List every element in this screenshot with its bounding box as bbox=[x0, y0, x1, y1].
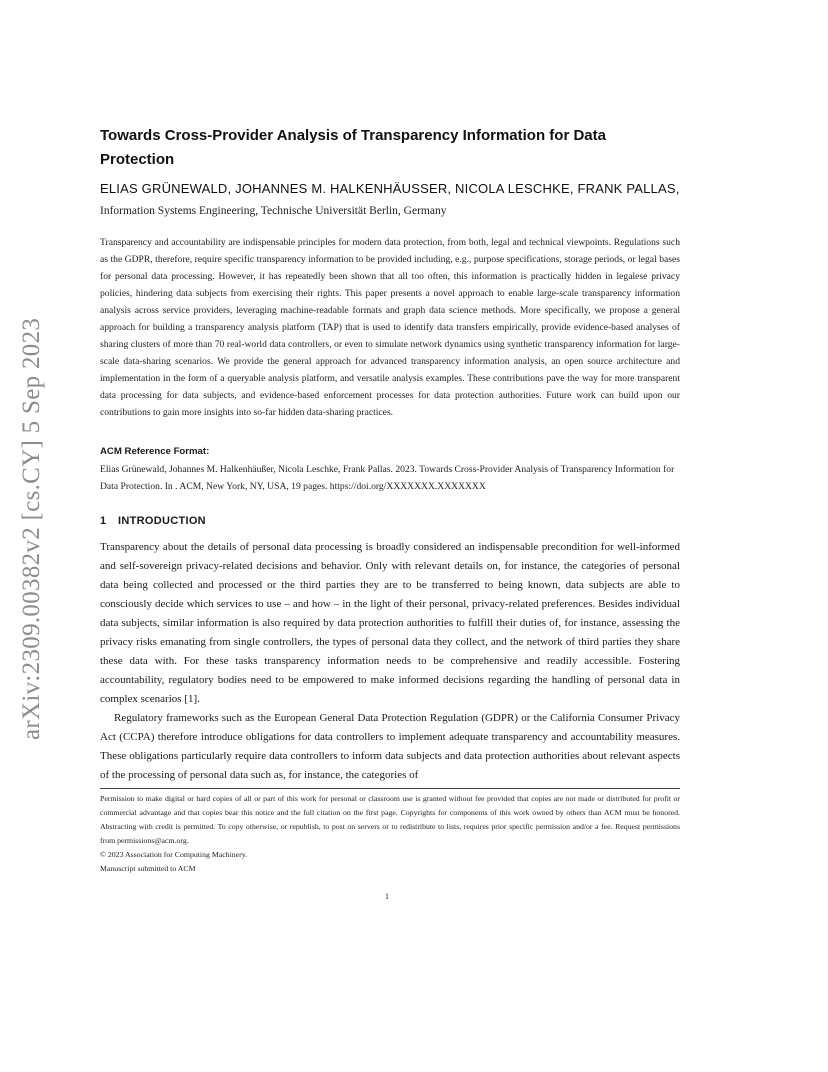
acm-reference-heading: ACM Reference Format: bbox=[100, 446, 210, 457]
permission-notice: Permission to make digital or hard copies of all or part of this work for personal or classroom use is granted without fee provided that copies are not made or distributed for profit or commercial advantage and that copies bear this notice and the full citation on the first page. Copyrights for components of this work owned by others than ACM must be honored. Abstracting with credit is permitted. To copy otherwise, or republish, to post on servers or to redistribute to lists, requires prior specific permission and/or a fee. Request permissions from permissions@acm.org. bbox=[100, 794, 680, 845]
acm-reference-text: Elias Grünewald, Johannes M. Halkenhäußer, Nicola Leschke, Frank Pallas. 2023. Towards Cross-Provider Analysis of Transparency Information for Data Protection. In . ACM, New York, NY, USA, 19 pages. https://doi.org/XXXXXXX.XXXXXXX bbox=[100, 464, 675, 492]
author-list: ELIAS GRÜNEWALD, JOHANNES M. HALKENHÄUSSER, NICOLA LESCHKE, FRANK PALLAS, bbox=[100, 181, 680, 196]
footnote-divider bbox=[100, 788, 680, 789]
body-paragraph: Regulatory frameworks such as the European General Data Protection Regulation (GDPR) or the California Consumer Privacy Act (CCPA) therefore introduce obligations for data controllers to implement adequate transparency and accountability measures. These obligations particularly require data controllers to inform data subjects and data protection authorities about relevant aspects of the processing of personal data such as, for instance, the categories of bbox=[100, 712, 680, 781]
abstract: Transparency and accountability are indispensable principles for modern data protection, from both, legal and technical viewpoints. Regulations such as the GDPR, therefore, require specific transparency information to be provided including, e.g., purpose specifications, storage periods, or legal bases for personal data processing. However, it has repeatedly been shown that all too often, this information is practically hidden in legalese privacy policies, hindering data subjects from exercising their rights. This paper presents a novel approach to enable large-scale transparency information analysis across service providers, leveraging machine-readable formats and graph data science methods. More specifically, we propose a general approach for building a transparency analysis platform (TAP) that is used to identify data transfers empirically, provide evidence-based analyses of sharing clusters of more than 70 real-world data controllers, or even to simulate network dynamics using synthetic transparency information for large-scale data-sharing scenarios. We provide the general approach for advanced transparency information analysis, an open source architecture and implementation in the form of a queryable analysis platform, and versatile analysis examples. These contributions pave the way for more transparent data processing for data subjects, and evidence-based enforcement processes for data protection authorities. Future work can build upon our contributions to gain more insights into so-far hidden data-sharing practices. bbox=[100, 237, 680, 418]
section-body bbox=[100, 538, 680, 785]
page-number: 1 bbox=[385, 892, 389, 901]
author-affiliation: Information Systems Engineering, Technische Universität Berlin, Germany bbox=[100, 205, 447, 217]
arxiv-identifier-stamp: arXiv:2309.00382v2 [cs.CY] 5 Sep 2023 bbox=[18, 317, 45, 740]
manuscript-notice: Manuscript submitted to ACM bbox=[100, 864, 196, 873]
body-paragraph: Transparency about the details of personal data processing is broadly considered an indispensable precondition for well-informed and self-sovereign privacy-related decisions and behavior. Only with relevant details on, for instance, the categories of personal data being collected and processed or the third parties they are to be transferred to being known, data subjects are able to consciously decide which services to use – and how – in the light of their personal, privacy-related preferences. Besides individual data subjects, similar information is also required by data protection authorities to fulfill their duties of, for instance, assessing the privacy risks emanating from single controllers, the types of personal data they collect, and the network of third parties they share these data with. For these tasks transparency information needs to be comprehensive and readily accessible. Fostering accountability, regulatory bodies need to be empowered to make informed decisions regarding the handling of personal data in complex scenarios [1]. bbox=[100, 541, 680, 705]
section-heading bbox=[100, 515, 206, 527]
copyright-notice: © 2023 Association for Computing Machinery. bbox=[100, 850, 248, 859]
section-number: 1 bbox=[100, 515, 107, 527]
footnote bbox=[100, 792, 680, 876]
paper-title: Towards Cross-Provider Analysis of Transparency Information for Data Protection bbox=[100, 127, 606, 168]
section-title: INTRODUCTION bbox=[118, 515, 206, 527]
